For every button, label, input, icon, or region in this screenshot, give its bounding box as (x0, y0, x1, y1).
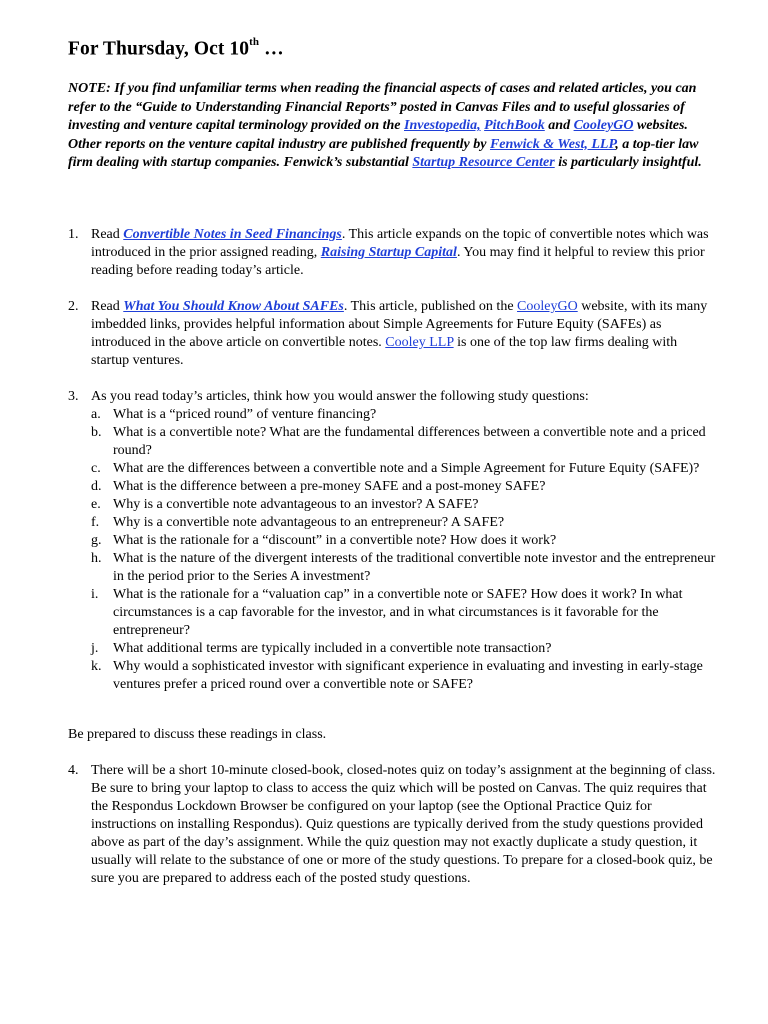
question-text: What is the nature of the divergent interests of the traditional convertible note investor and the entrepreneur in the period prior to the Series A investment? (113, 551, 716, 584)
question-letter: a. (91, 407, 101, 422)
raising-startup-capital-link[interactable]: Raising Startup Capital (320, 245, 457, 260)
question-letter: b. (91, 425, 102, 440)
list-item-3 (68, 388, 718, 694)
study-question (91, 640, 718, 658)
item-number: 3. (68, 389, 79, 404)
study-question (91, 424, 718, 460)
study-question (91, 586, 718, 640)
question-text: What additional terms are typically included in a convertible note transaction? (113, 641, 552, 656)
study-questions-intro: As you read today’s articles, think how you would answer the following study questions: (91, 389, 589, 404)
item-number: 2. (68, 299, 79, 314)
convertible-notes-link[interactable]: Convertible Notes in Seed Financings (123, 227, 342, 242)
list-item-1: 1. Read Convertible Notes in Seed Financings. This article expands on the topic of convertible notes which was introduced in the prior assigned reading, Raising Startup Capital. You may find it helpful to review this prior reading before reading today’s article. (68, 227, 709, 278)
question-text: Why would a sophisticated investor with significant experience in evaluating and investing in early-stage ventures prefer a priced round over a convertible note or SAFE? (113, 659, 703, 692)
cooley-llp-link[interactable]: Cooley LLP (385, 335, 454, 350)
question-letter: h. (91, 551, 102, 566)
question-letter: e. (91, 497, 101, 512)
fenwick-link[interactable]: Fenwick & West, LLP (489, 136, 616, 152)
question-text: What are the differences between a convertible note and a Simple Agreement for Future Equity (SAFE)? (113, 461, 700, 476)
investopedia-link[interactable]: Investopedia, (404, 118, 481, 133)
study-question (91, 658, 718, 694)
question-text: What is the rationale for a “valuation cap” in a convertible note or SAFE? How does it work? In what circumstances is a cap favorable for the investor, and in what circumstances is it favorable for the entrepreneur? (113, 587, 683, 638)
safes-article-link[interactable]: What You Should Know About SAFEs (123, 299, 344, 314)
pitchbook-link[interactable]: PitchBook (484, 118, 545, 133)
question-text: What is the difference between a pre-money SAFE and a post-money SAFE? (113, 479, 546, 494)
prepared-note: Be prepared to discuss these readings in class. (68, 727, 327, 742)
list-item-4 (68, 762, 718, 888)
startup-resource-center-link[interactable]: Startup Resource Center (412, 155, 555, 170)
question-letter: f. (91, 515, 100, 530)
study-questions-list (68, 406, 718, 694)
question-letter: d. (91, 479, 102, 494)
note-paragraph: NOTE: If you find unfamiliar terms when reading the financial aspects of cases and related articles, you can refer to the “Guide to Understanding Financial Reports” posted in Canvas Files and to useful glossaries of investing and venture capital terminology provided on the Investopedia, PitchBook and CooleyGO websites. Other reports on the venture capital industry are published frequently by Fenwick & West, LLP, a top-tier law firm dealing with startup companies. Fenwick’s substantial Startup Resource Center is particularly insightful. (68, 81, 702, 170)
title-superscript: th (249, 36, 260, 48)
study-question (91, 478, 718, 496)
question-text: Why is a convertible note advantageous to an investor? A SAFE? (113, 497, 479, 512)
question-text: Why is a convertible note advantageous to an entrepreneur? A SAFE? (113, 515, 505, 530)
cooleygo-website-link[interactable]: CooleyGO (517, 299, 578, 314)
question-text: What is the rationale for a “discount” in a convertible note? How does it work? (113, 533, 557, 548)
question-letter: j. (91, 641, 99, 656)
study-question (91, 514, 718, 532)
study-question (91, 532, 718, 550)
study-question (91, 406, 718, 424)
study-question (91, 496, 718, 514)
study-question (91, 550, 718, 586)
study-question (91, 460, 718, 478)
list-item-2: 2. Read What You Should Know About SAFEs. This article, published on the CooleyGO website, with its many imbedded links, provides helpful information about Simple Agreements for Future Equity (SAFEs) as introduced in the above article on convertible notes. Cooley LLP is one of the top law firms dealing with startup ventures. (68, 299, 708, 368)
question-text: What is a convertible note? What are the fundamental differences between a convertible note and a priced round? (113, 425, 706, 458)
question-letter: g. (91, 533, 102, 548)
question-letter: k. (91, 659, 102, 674)
question-text: What is a “priced round” of venture financing? (113, 407, 377, 422)
item-number: 1. (68, 227, 79, 242)
cooleygo-link[interactable]: CooleyGO (573, 118, 634, 133)
question-letter: c. (91, 461, 101, 476)
quiz-paragraph: There will be a short 10-minute closed-book, closed-notes quiz on today’s assignment at the beginning of class. Be sure to bring your laptop to class to access the quiz which will be posted on Canvas. The quiz requires that the Respondus Lockdown Browser be configured on your laptop (see the Optional Practice Quiz for instructions on installing Respondus). Quiz questions are typically derived from the study questions provided above as part of the day’s assignment. While the quiz question may not exactly duplicate a study question, it usually will relate to the substance of one or more of the study questions. To prepare for a closed-book quiz, be sure you are prepared to address each of the posted study questions. (91, 763, 716, 886)
page-title: For Thursday, Oct 10th … (68, 36, 284, 60)
question-letter: i. (91, 587, 99, 602)
item-number: 4. (68, 763, 79, 778)
